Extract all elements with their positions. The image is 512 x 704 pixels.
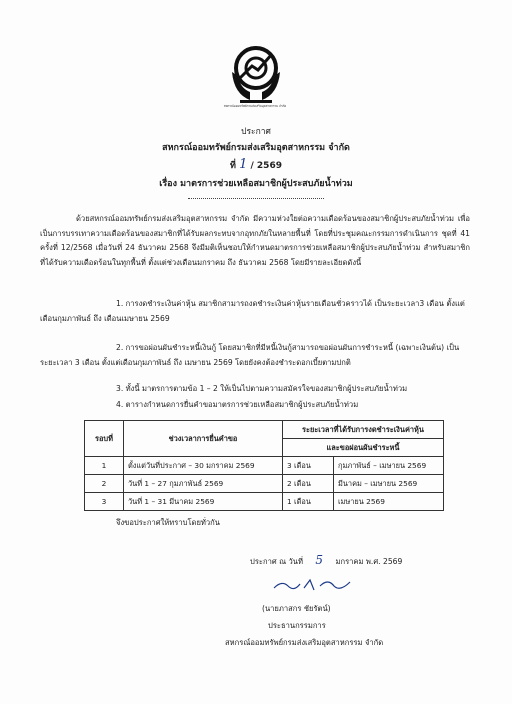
closing-line: จึงขอประกาศให้ทราบโดยทั่วกัน [116, 518, 220, 527]
table-cell: ตั้งแต่วันที่ประกาศ – 30 มกราคม 2569 [124, 457, 283, 475]
announcement-number [0, 157, 512, 172]
intro-paragraph: ด้วยสหกรณ์ออมทรัพย์กรมส่งเสริมอุตสาหกรรม จำกัด มีความห่วงใยต่อความเดือดร้อนของสมาชิกผู้ประสบภัยน้ำท่วม เพื่อเป็นการบรรเทาความเดือดร้อนของสมาชิกที่ได้รับผลกระทบจากอุทกภัยในหลายพื้นที่ โดยที่ประชุมคณะกรรมการดำเนินการ ชุดที่ 41 ครั้งที่ 12/2568 เมื่อวันที่ 24 ธันวาคม 2568 จึงมีมติเห็นชอบให้กำหนดมาตรการช่วยเหลือสมาชิกผู้ประสบภัยน้ำท่วม สำหรับสมาชิกที่ได้รับความเดือดร้อนในทุกพื้นที่ ตั้งแต่ช่วงเดือนมกราคม ถึง ธันวาคม 2568 โดยมีรายละเอียดดังนี้ [40, 214, 470, 267]
handwritten-day: 5 [315, 553, 324, 567]
table-cell: 2 [85, 475, 124, 493]
number-prefix: ที่ [230, 161, 236, 171]
list-item-1: 1. การงดชำระเงินค่าหุ้น สมาชิกสามารถงดชำระเงินค่าหุ้นรายเดือนชั่วคราวได้ เป็นระยะเวลา3 เดือน ตั้งแต่เดือนกุมภาพันธ์ ถึง เดือนเมษายน 2569 [40, 299, 465, 323]
header-duration-sub: และขอผ่อนผันชำระหนี้ [283, 439, 444, 457]
header-round: รอบที่ [85, 421, 124, 457]
table-cell: มีนาคม – เมษายน 2569 [334, 475, 444, 493]
table-cell: 1 เดือน [283, 493, 334, 511]
table-cell: 3 [85, 493, 124, 511]
date-suffix: มกราคม พ.ศ. 2569 [335, 557, 403, 566]
signatory-organization: สหกรณ์ออมทรัพย์กรมส่งเสริมอุตสาหกรรม จำกัด [225, 638, 384, 647]
signatory-title: ประธานกรรมการ [268, 621, 326, 630]
date-prefix: ประกาศ ณ วันที่ [250, 557, 303, 566]
subject-line: เรื่อง มาตรการช่วยเหลือสมาชิกผู้ประสบภัยน้ำท่วม [159, 179, 353, 189]
number-suffix: / 2569 [250, 161, 282, 171]
table-row [85, 493, 444, 511]
table-cell: เมษายน 2569 [334, 493, 444, 511]
table-row [85, 457, 444, 475]
dotted-divider [188, 198, 324, 199]
table-row [85, 475, 444, 493]
date-line [250, 553, 402, 568]
table-cell: 3 เดือน [283, 457, 334, 475]
header-period: ช่วงเวลาการยื่นคำขอ [124, 421, 283, 457]
table-cell: 1 [85, 457, 124, 475]
organization-name: สหกรณ์ออมทรัพย์กรมส่งเสริมอุตสาหกรรม จำกัด [162, 143, 350, 153]
table-cell: กุมภาพันธ์ – เมษายน 2569 [334, 457, 444, 475]
handwritten-number: 1 [239, 157, 248, 172]
list-item-4: 4. ตารางกำหนดการยื่นคำขอมาตรการช่วยเหลือสมาชิกผู้ประสบภัยน้ำท่วม [116, 400, 359, 409]
signatory-name: (นายภาสกร ชัยรัตน์) [262, 604, 331, 613]
table-cell: วันที่ 1 – 31 มีนาคม 2569 [124, 493, 283, 511]
table-cell: วันที่ 1 – 27 กุมภาพันธ์ 2569 [124, 475, 283, 493]
schedule-table [84, 420, 444, 511]
signature-icon [270, 574, 360, 596]
logo-caption: สหกรณ์ออมทรัพย์กรมส่งเสริมอุตสาหกรรม จำกัด [223, 104, 287, 108]
list-item-3: 3. ทั้งนี้ มาตรการตามข้อ 1 – 2 ให้เป็นไปตามความสมัครใจของสมาชิกผู้ประสบภัยน้ำท่วม [116, 384, 408, 393]
header-duration: ระยะเวลาที่ได้รับการงดชำระเงินค่าหุ้น [283, 421, 444, 439]
announcement-label: ประกาศ [241, 127, 271, 137]
table-cell: 2 เดือน [283, 475, 334, 493]
list-item-2: 2. การขอผ่อนผันชำระหนี้เงินกู้ โดยสมาชิกที่มีหนี้เงินกู้สามารถขอผ่อนผันการชำระหนี้ (เฉพาะเงินต้น) เป็นระยะเวลา 3 เดือน ตั้งแต่เดือนกุมภาพันธ์ ถึง เมษายน 2569 โดยยังคงต้องชำระดอกเบี้ยตามปกติ [40, 343, 460, 367]
table-header-row [85, 421, 444, 439]
